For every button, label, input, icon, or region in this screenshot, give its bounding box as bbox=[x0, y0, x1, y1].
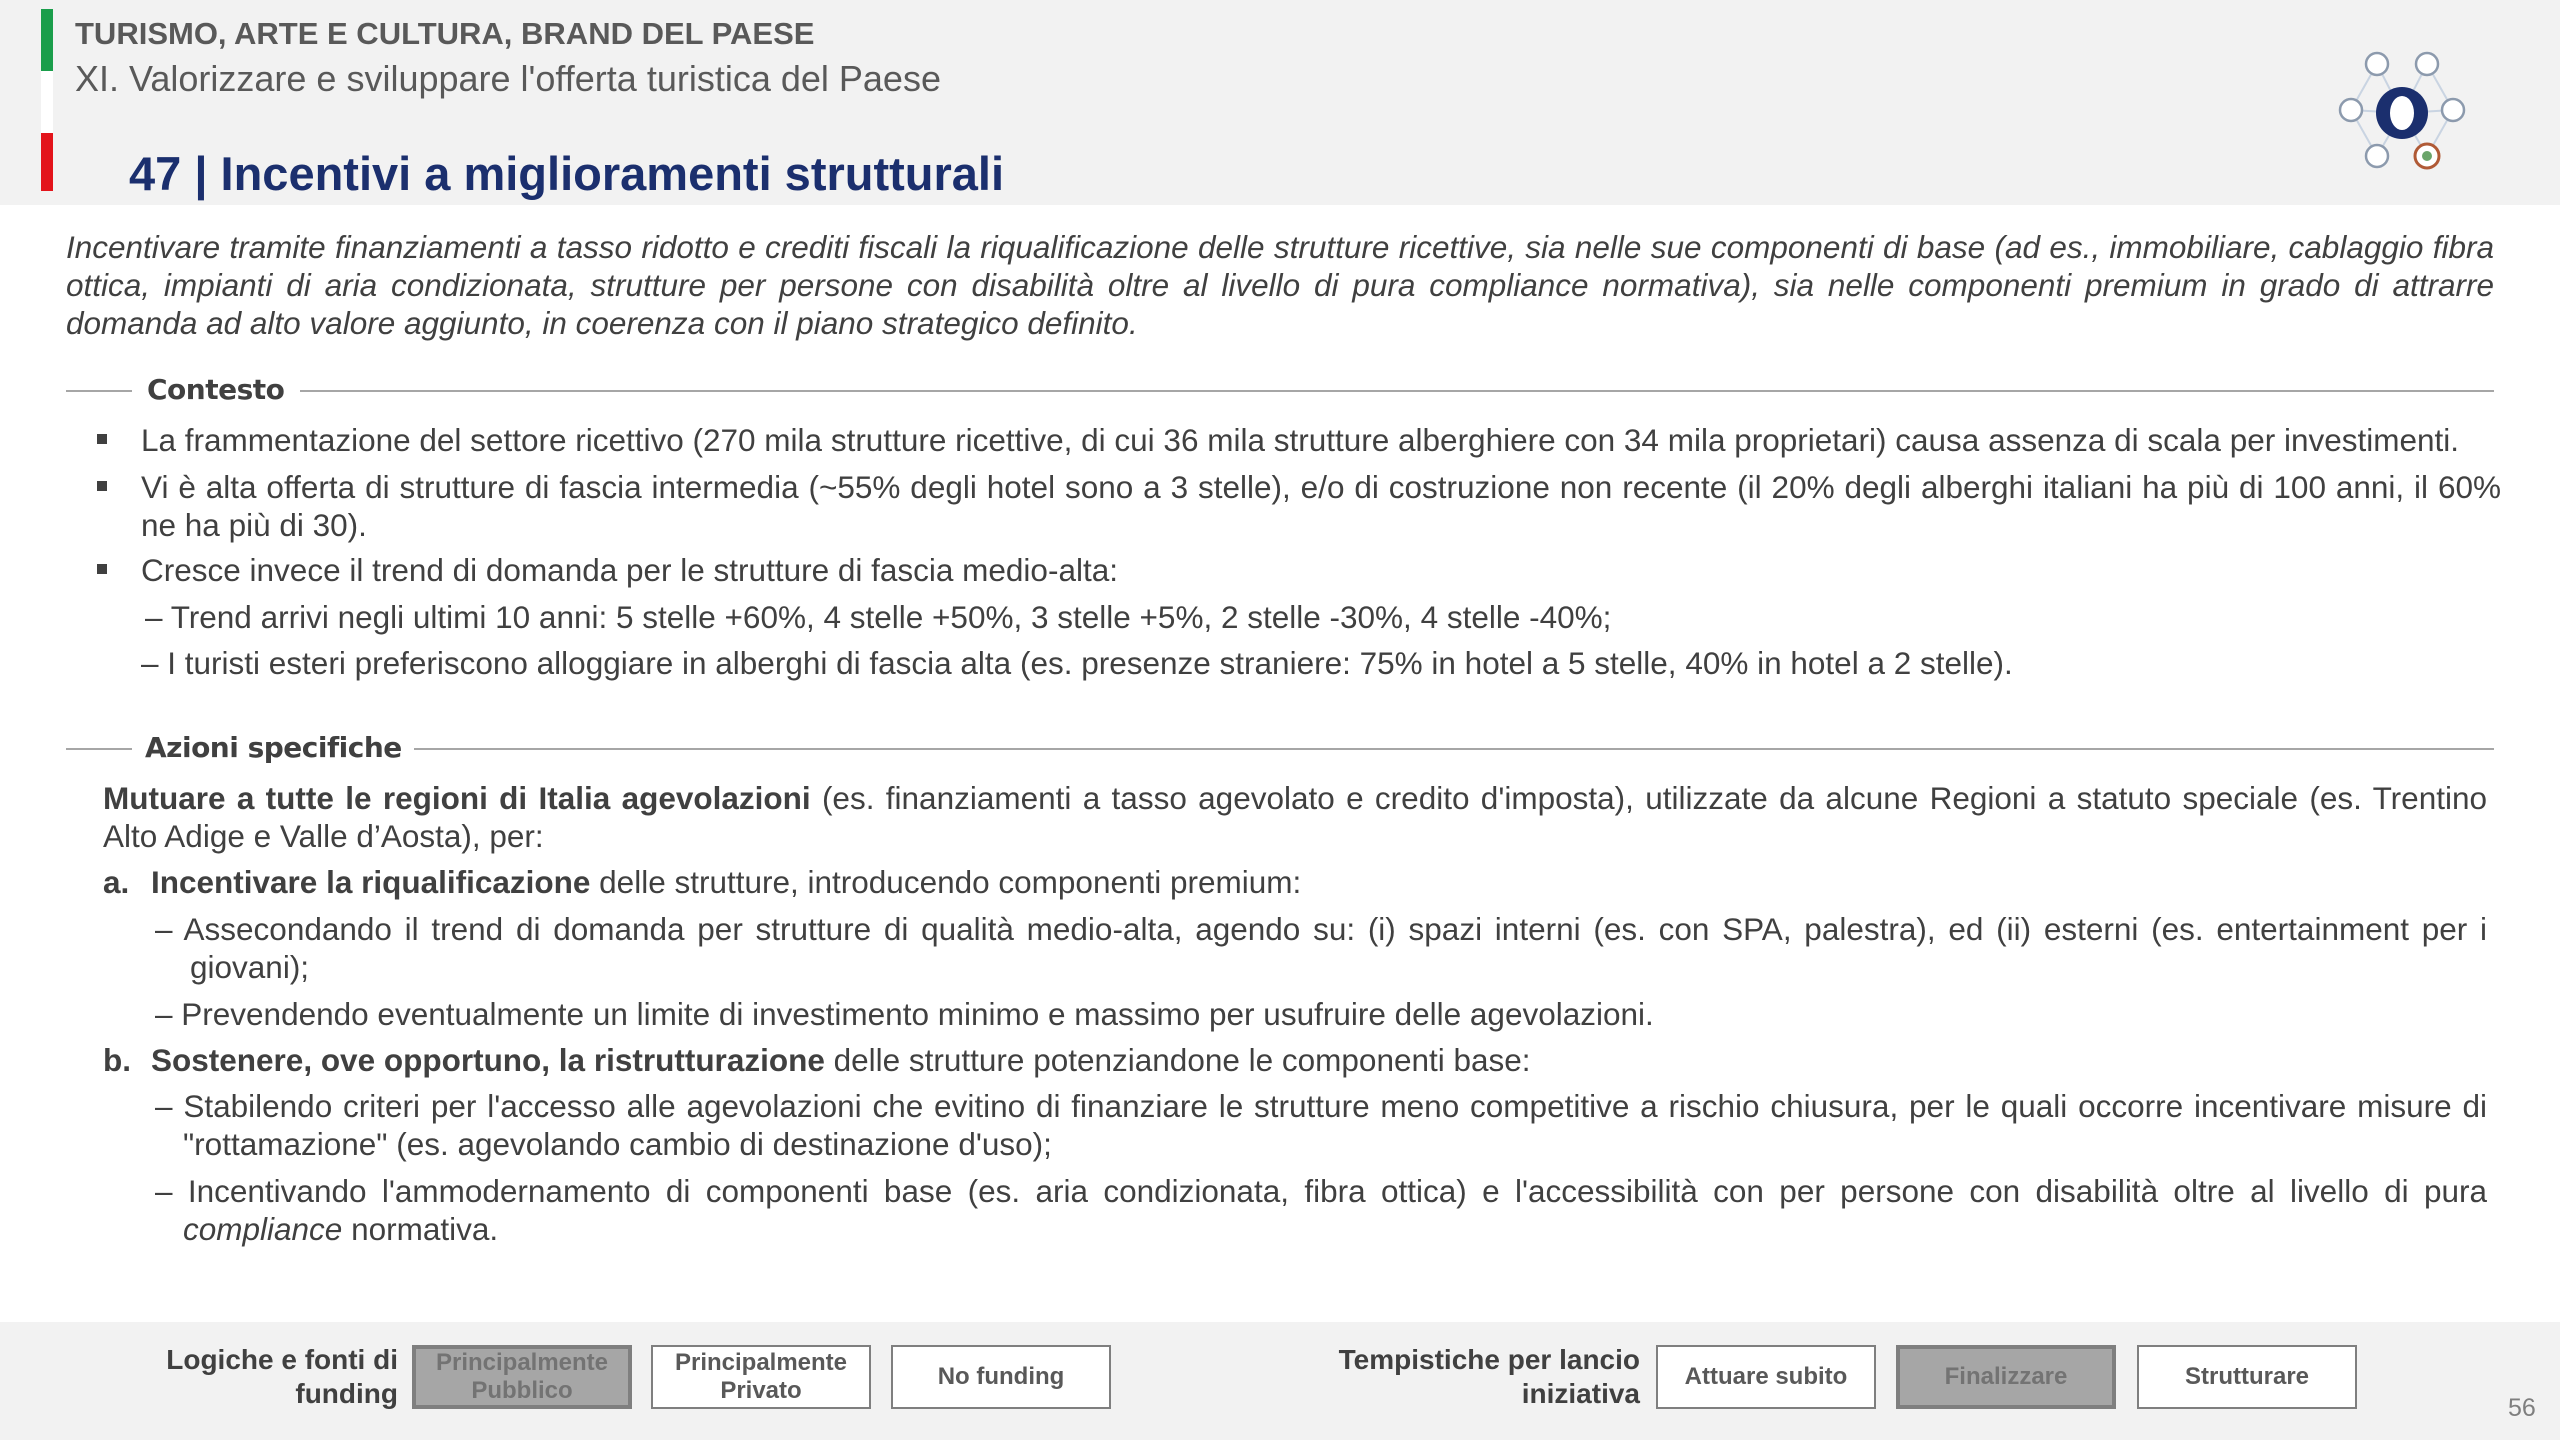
azioni-marker-a: a. bbox=[103, 864, 130, 900]
contesto-divider-left bbox=[66, 390, 132, 392]
timing-option-attuare-subito: Attuare subito bbox=[1656, 1345, 1876, 1409]
funding-option-privato: Principalmente Privato bbox=[651, 1345, 871, 1409]
funding-option-no-funding: No funding bbox=[891, 1345, 1111, 1409]
network-logo-icon bbox=[2337, 48, 2467, 178]
azioni-divider-right bbox=[414, 748, 2494, 750]
azioni-intro-rest: (es. finanziamenti a tasso agevolato e credito d'imposta), utilizzate da alcune Regioni a statuto speciale (es. Trentino bbox=[810, 780, 2487, 816]
timing-option-strutturare: Strutturare bbox=[2137, 1345, 2357, 1409]
contesto-heading: Contesto bbox=[147, 373, 285, 406]
azioni-a1-line-1: – Assecondando il trend di domanda per strutture di qualità medio-alta, agendo su: (i) spazi interni (es. con SPA, palestra), ed (ii) esterni (es. entertainment per i bbox=[155, 911, 2487, 947]
azioni-a2: – Prevendendo eventualmente un limite di investimento minimo e massimo per usufruire delle agevolazioni. bbox=[155, 996, 1654, 1032]
italian-flag-bar bbox=[41, 9, 53, 191]
bullet-square bbox=[97, 564, 107, 574]
azioni-a1-line-2: giovani); bbox=[190, 949, 310, 985]
azioni-item-b-bold: Sostenere, ove opportuno, la ristrutturazione bbox=[151, 1042, 825, 1078]
contesto-subbullet-2: – I turisti esteri preferiscono alloggiare in alberghi di fascia alta (es. presenze straniere: 75% in hotel a 5 stelle, 40% in hotel a 2 stelle). bbox=[141, 645, 2013, 681]
bullet-square bbox=[97, 434, 107, 444]
contesto-subbullet-1: – Trend arrivi negli ultimi 10 anni: 5 stelle +60%, 4 stelle +50%, 3 stelle +5%, 2 stelle -30%, 4 stelle -40%; bbox=[145, 599, 1612, 635]
contesto-bullet-2-line-2: ne ha più di 30). bbox=[141, 507, 367, 543]
azioni-intro-bold: Mutuare a tutte le regioni di Italia agevolazioni bbox=[103, 780, 811, 816]
azioni-intro-line-2: Alto Adige e Valle d’Aosta), per: bbox=[103, 818, 544, 854]
contesto-bullet-1: La frammentazione del settore ricettivo (270 mila strutture ricettive, di cui 36 mila strutture alberghiere con 34 mila proprietari) causa assenza di scala per investimenti. bbox=[141, 422, 2460, 458]
section-title: TURISMO, ARTE E CULTURA, BRAND DEL PAESE bbox=[75, 16, 815, 51]
azioni-b2-line-1: – Incentivando l'ammodernamento di componenti base (es. aria condizionata, fibra ottica) e l'accessibilità con per persone con disabilità oltre al livello di pura bbox=[155, 1173, 2487, 1209]
timing-option-finalizzare: Finalizzare bbox=[1896, 1345, 2116, 1409]
subsection-title: XI. Valorizzare e sviluppare l'offerta turistica del Paese bbox=[75, 58, 941, 99]
contesto-divider-right bbox=[300, 390, 2494, 392]
azioni-b1-line-2: "rottamazione" (es. agevolando cambio di destinazione d'uso); bbox=[183, 1126, 1052, 1162]
azioni-item-a-bold: Incentivare la riqualificazione bbox=[151, 864, 591, 900]
azioni-b1-line-1: – Stabilendo criteri per l'accesso alle agevolazioni che evitino di finanziare le strutture meno competitive a rischio chiusura, per le quali occorre incentivare misure di bbox=[155, 1088, 2487, 1124]
azioni-item-b-rest: delle strutture potenziandone le componenti base: bbox=[824, 1042, 1531, 1078]
azioni-item-a bbox=[151, 864, 1301, 901]
azioni-item-a-rest: delle strutture, introducendo componenti premium: bbox=[590, 864, 1302, 900]
contesto-bullet-2-line-1: Vi è alta offerta di strutture di fascia intermedia (~55% degli hotel sono a 3 stelle), e/o di costruzione non recente (il 20% degli alberghi italiani ha più di 100 anni, il 60% bbox=[141, 469, 2501, 505]
azioni-b2-line-2 bbox=[183, 1211, 498, 1248]
page-title: 47 | Incentivi a miglioramenti strutturali bbox=[129, 147, 1005, 200]
compliance-italic: compliance bbox=[183, 1211, 343, 1247]
page-number: 56 bbox=[2508, 1394, 2536, 1422]
funding-option-pubblico: Principalmente Pubblico bbox=[412, 1345, 632, 1409]
intro-paragraph: Incentivare tramite finanziamenti a tasso ridotto e crediti fiscali la riqualificazione delle strutture ricettive, sia nelle sue componenti di base (ad es., immobiliare, cablaggio fibra ottica, impianti di aria condizionata, strutture per persone con disabilità oltre al livello di pura compliance normativa), sia nelle componenti premium in grado di attrarre domanda ad alto valore aggiunto, in coerenza con il piano strategico definito. bbox=[66, 229, 2494, 341]
azioni-item-b bbox=[151, 1042, 1531, 1079]
azioni-b2-line-2-rest: normativa. bbox=[342, 1211, 499, 1247]
azioni-intro-line-1 bbox=[103, 780, 2487, 817]
azioni-marker-b: b. bbox=[103, 1042, 131, 1078]
funding-label: Logiche e fonti di funding bbox=[166, 1344, 398, 1409]
azioni-heading: Azioni specifiche bbox=[145, 731, 402, 764]
azioni-divider-left bbox=[66, 748, 132, 750]
bullet-square bbox=[97, 481, 107, 491]
timing-label: Tempistiche per lancio iniziativa bbox=[1338, 1344, 1640, 1409]
contesto-bullet-3: Cresce invece il trend di domanda per le strutture di fascia medio-alta: bbox=[141, 552, 1118, 588]
